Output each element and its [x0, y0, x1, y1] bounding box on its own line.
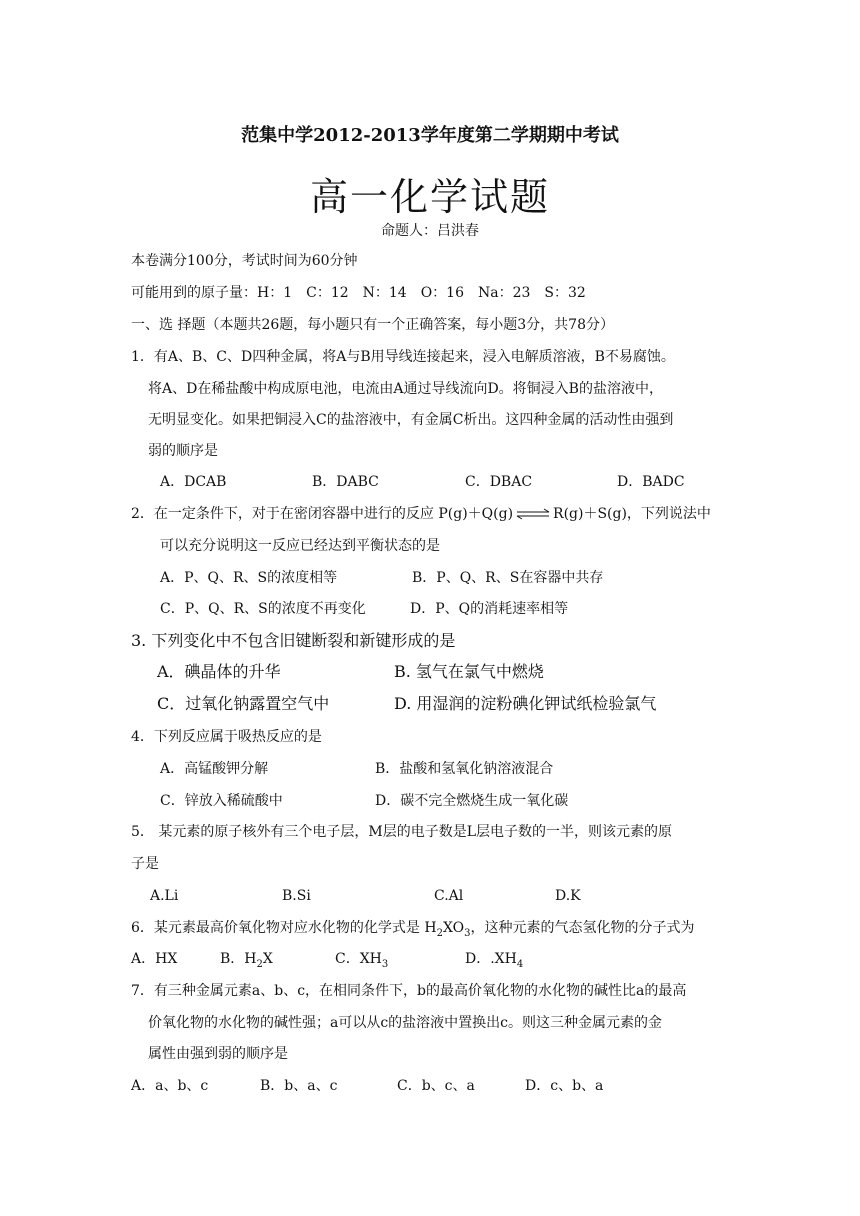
q6-line1-pre: 6．某元素最高价氧化物对应水化物的化学式是 H — [131, 920, 437, 936]
q7-line2: 价氧化物的水化物的碱性强；a可以从c的盐溶液中置换出c。则这三种金属元素的金 — [148, 1015, 663, 1031]
atomic-mass-line: 可能用到的原子量：H：1 C：12 N：14 O：16 Na：23 S：32 — [131, 285, 586, 301]
q6-mid1: XO — [442, 920, 465, 936]
q1-option-b: B．DABC — [312, 474, 379, 490]
q4-option-a: A．高锰酸钾分解 — [160, 761, 269, 777]
q7-line3: 属性由强到弱的顺序是 — [148, 1046, 288, 1062]
q1-line3: 无明显变化。如果把铜浸入C的盐溶液中，有金属C析出。这四种金属的活动性由强到 — [148, 412, 674, 428]
q4-line1: 4．下列反应属于吸热反应的是 — [131, 729, 322, 745]
q1-line1: 1．有A、B、C、D四种金属，将A与B用导线连接起来，浸入电解质溶液，B不易腐蚀。 — [131, 349, 675, 365]
q2-option-c: C．P、Q、R、S的浓度不再变化 — [160, 601, 366, 617]
q6-b-sub: 2 — [256, 958, 263, 970]
q6-d-pre: D．.XH — [465, 951, 517, 967]
q1-option-c: C．DBAC — [465, 474, 533, 490]
q6-b-post: X — [262, 951, 273, 967]
q2-option-a: A．P、Q、R、S的浓度相等 — [160, 570, 338, 586]
q5-line2: 子是 — [131, 856, 159, 872]
q6-sub2: 3 — [464, 927, 471, 939]
q3-option-a: A．碘晶体的升华 — [157, 662, 281, 681]
q7-option-d: D．c、b、a — [525, 1078, 604, 1094]
q7-option-a: A．a、b、c — [131, 1078, 209, 1094]
q7-line1: 7．有三种金属元素a、b、c，在相同条件下，b的最高价氧化物的水化物的碱性比a的最高 — [131, 983, 687, 999]
q1-line2: 将A、D在稀盐酸中构成原电池，电流由A通过导线流向D。将铜浸入B的盐溶液中， — [148, 381, 663, 397]
q2-line1-post: R(g)＋S(g)，下列说法中 — [553, 506, 711, 522]
author-line: 命题人：吕洪春 — [381, 223, 479, 239]
q2-option-d: D．P、Q的消耗速率相等 — [410, 601, 569, 617]
q1-line4: 弱的顺序是 — [148, 443, 218, 459]
section-title: 一、选 择题（本题共26题，每小题只有一个正确答案，每小题3分，共78分） — [131, 317, 614, 333]
q6-d-sub: 4 — [516, 958, 524, 970]
reversible-arrow-icon — [515, 507, 551, 521]
q6-c-sub: 3 — [381, 958, 389, 970]
q7-option-c: C．b、c、a — [397, 1078, 475, 1094]
school-title: 范集中学2012-2013学年度第二学期期中考试 — [241, 125, 619, 146]
q6-b-pre: B．H — [220, 951, 257, 967]
q6-line1-post: ，这种元素的气态氢化物的分子式为 — [470, 920, 695, 936]
q2-line1-pre: 2．在一定条件下，对于在密闭容器中进行的反应 P(g)＋Q(g) — [131, 506, 514, 522]
q3-line1: 3. 下列变化中不包含旧键断裂和新键形成的是 — [131, 631, 456, 650]
subject-title: 高一化学试题 — [309, 175, 550, 219]
q5-option-b: B.Si — [282, 888, 311, 904]
q6-option-d — [465, 950, 523, 974]
q1-option-a: A．DCAB — [160, 474, 227, 490]
q5-line1: 5． 某元素的原子核外有三个电子层，M层的电子数是L层电子数的一半，则该元素的原 — [131, 824, 672, 840]
q2-line2: 可以充分说明这一反应已经达到平衡状态的是 — [160, 538, 440, 554]
q6-option-c — [335, 950, 388, 974]
q6-option-b — [220, 950, 273, 974]
q4-option-c: C．锌放入稀硫酸中 — [160, 793, 283, 809]
q6-line1 — [131, 919, 695, 943]
q6-c-pre: C．XH — [335, 951, 382, 967]
q5-option-a: A.Li — [150, 888, 179, 904]
q2-option-b: B．P、Q、R、S在容器中共存 — [412, 570, 604, 586]
q6-option-a: A．HX — [131, 951, 178, 967]
q5-option-d: D.K — [555, 888, 581, 904]
q6-sub1: 2 — [436, 927, 443, 939]
q3-option-b: B. 氢气在氯气中燃烧 — [394, 662, 544, 681]
q4-option-d: D．碳不完全燃烧生成一氧化碳 — [375, 793, 569, 809]
q5-option-c: C.Al — [434, 888, 464, 904]
q3-option-c: C．过氧化钠露置空气中 — [157, 694, 330, 713]
q7-option-b: B．b、a、c — [260, 1078, 338, 1094]
q4-option-b: B．盐酸和氢氧化钠溶液混合 — [375, 761, 554, 777]
q3-option-d: D. 用湿润的淀粉碘化钾试纸检验氯气 — [394, 694, 657, 713]
q2-line1 — [131, 505, 711, 523]
score-time-line: 本卷满分100分，考试时间为60分钟 — [131, 253, 358, 269]
q1-option-d: D．BADC — [617, 474, 685, 490]
